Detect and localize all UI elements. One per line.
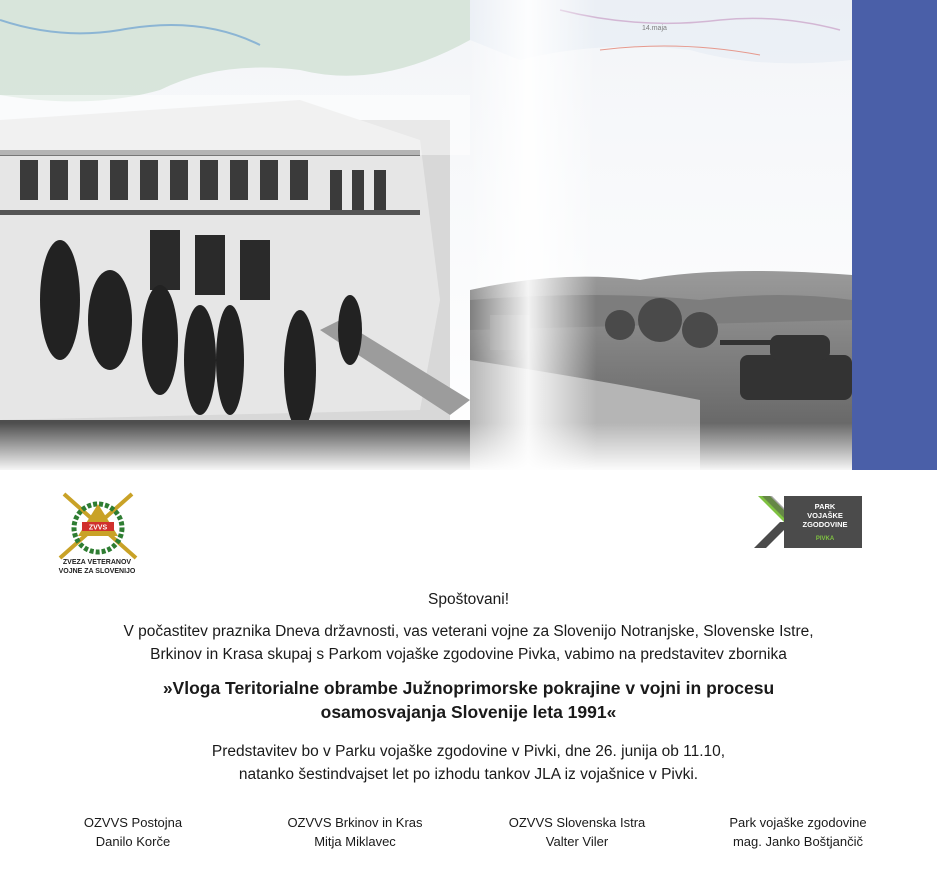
signature-name: Danilo Korče: [95, 834, 171, 849]
zvvs-logo-caption: [44, 558, 150, 576]
hero-illustration: [0, 0, 852, 470]
book-title: [0, 676, 937, 724]
park-logo-line2: VOJAŠKE: [807, 511, 843, 520]
zvvs-caption-line2: VOJNE ZA SLOVENIJO: [58, 568, 136, 575]
greeting: Spoštovani!: [428, 591, 509, 608]
blue-accent-bar: [852, 0, 937, 470]
book-title-line-2: osamosvajanja Slovenije leta 1991«: [320, 702, 617, 722]
signature-org: OZVVS Brkinov in Kras: [287, 815, 423, 830]
details-line-2: natanko šestindvajset let po izhodu tankov JLA iz vojašnice v Pivki.: [238, 766, 699, 783]
intro-line-1: V počastitev praznika Dneva državnosti, vas veterani vojne za Slovenijo Notranjske, Slovenske Istre,: [123, 623, 814, 640]
details-line-1: Predstavitev bo v Parku vojaške zgodovine v Pivki, dne 26. junija ob 11.10,: [211, 743, 726, 760]
signature-name: Valter Viler: [545, 834, 609, 849]
signature-brkini-kras: [255, 813, 455, 851]
intro-paragraph: [0, 620, 937, 666]
signature-postojna: [33, 813, 233, 851]
park-logo-line3: ZGODOVINE: [802, 520, 848, 529]
hero-photo-collage: [0, 0, 852, 470]
signature-org: OZVVS Slovenska Istra: [508, 815, 646, 830]
signature-slovenska-istra: [477, 813, 677, 851]
intro-line-2: Brkinov in Krasa skupaj s Parkom vojaške zgodovine Pivka, vabimo na predstavitev zbornika: [150, 646, 787, 663]
park-logo-line1: PARK: [814, 502, 836, 511]
book-title-line-1: »Vloga Teritorialne obrambe Južnoprimorske pokrajine v vojni in procesu: [162, 678, 775, 698]
event-details: [0, 740, 937, 786]
signature-name: Mitja Miklavec: [314, 834, 396, 849]
park-logo-line4: PIVKA: [815, 536, 835, 542]
zvvs-badge-text: ZVVS: [88, 524, 108, 532]
zvvs-caption-line1: ZVEZA VETERANOV: [62, 559, 132, 566]
signature-park: [698, 813, 898, 851]
signature-name: mag. Janko Boštjančič: [732, 834, 864, 849]
signature-org: OZVVS Postojna: [83, 815, 183, 830]
park-logo-text: [792, 502, 858, 529]
signature-org: Park vojaške zgodovine: [729, 815, 867, 830]
